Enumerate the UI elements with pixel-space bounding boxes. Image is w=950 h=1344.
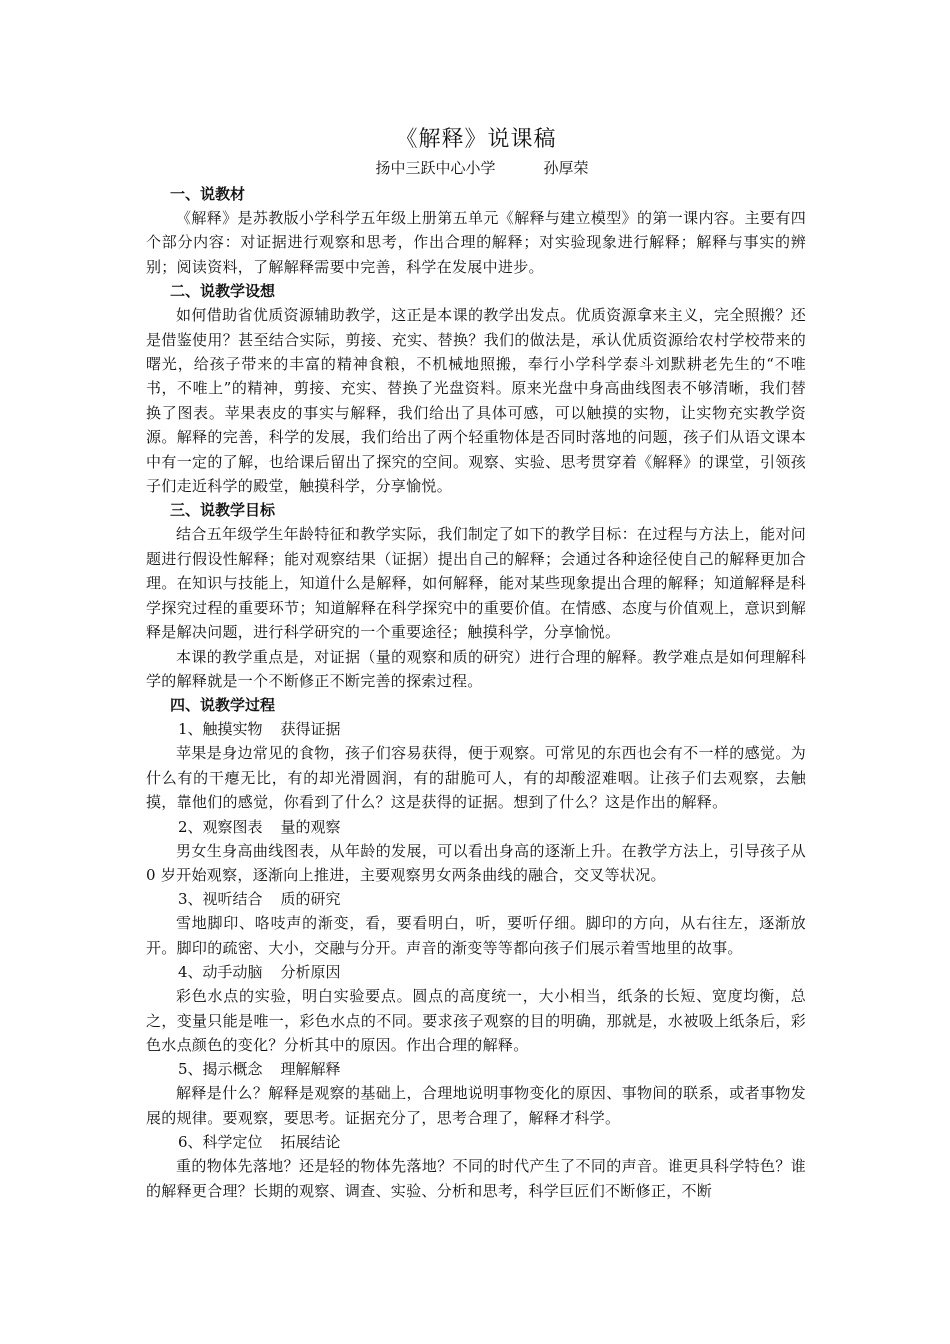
- section-2-paragraph: 如何借助省优质资源辅助教学，这正是本课的教学出发点。优质资源拿来主义，完全照搬？还是借鉴使用？甚至结合实际，剪接、充实、替换？我们的做法是，承认优质资源给农村学校带来的曙光，给孩子带来的丰富的精神食粮，不机械地照搬，奉行小学科学泰斗刘默耕老先生的“不唯书，不唯上”的精神，剪接、充实、替换了光盘资料。原来光盘中身高曲线图表不够清晰，我们替换了图表。苹果表皮的事实与解释，我们给出了具体可感，可以触摸的实物，让实物充实教学资源。解释的完善，科学的发展，我们给出了两个轻重物体是否同时落地的问题，孩子们从语文课本中有一定的了解，也给课后留出了探究的空间。观察、实验、思考贯穿着《解释》的课堂，引领孩子们走近科学的殿堂，触摸科学，分享愉悦。: [146, 306, 806, 496]
- step-5-number: 5、揭示概念: [178, 1060, 263, 1079]
- section-heading-1: 一、说教材: [170, 185, 246, 203]
- section-1-paragraph: 《解释》是苏教版小学科学五年级上册第五单元《解释与建立模型》的第一课内容。主要有四个部分内容：对证据进行观察和思考，作出合理的解释；对实验现象进行解释；解释与事实的辨别；阅读资料，了解解释需要中完善，科学在发展中进步。: [146, 209, 806, 276]
- step-1-title: 获得证据: [280, 720, 341, 739]
- step-2-paragraph: 男女生身高曲线图表，从年龄的发展，可以看出身高的逐渐上升。在教学方法上，引导孩子从 0 岁开始观察，逐渐向上推进，主要观察男女两条曲线的融合，交叉等状况。: [146, 841, 806, 884]
- step-4-number: 4、动手动脑: [178, 963, 263, 982]
- step-2-heading: [146, 815, 806, 839]
- section-3-paragraph-2: 本课的教学重点是，对证据（量的观察和质的研究）进行合理的解释。教学难点是如何理解科学的解释就是一个不断修正不断完善的探索过程。: [146, 647, 806, 690]
- document-body: [146, 126, 806, 1203]
- step-5-title: 理解解释: [280, 1060, 341, 1079]
- step-6-title: 拓展结论: [280, 1133, 341, 1152]
- section-3-paragraph-1: 结合五年级学生年龄特征和教学实际，我们制定了如下的教学目标：在过程与方法上，能对问题进行假设性解释；能对观察结果（证据）提出自己的解释；会通过各种途径使自己的解释更加合理。在知识与技能上，知道什么是解释，如何解释，能对某些现象提出合理的解释；知道解释是科学探究过程的重要环节；知道解释在科学探究中的重要价值。在情感、态度与价值观上，意识到解释是解决问题，进行科学研究的一个重要途径；触摸科学，分享愉悦。: [146, 525, 806, 642]
- step-6-heading: [146, 1130, 806, 1154]
- section-heading-3: 三、说教学目标: [170, 501, 276, 520]
- step-6-paragraph: 重的物体先落地？还是轻的物体先落地？不同的时代产生了不同的声音。谁更具科学特色？谁的解释更合理？长期的观察、调查、实验、分析和思考，科学巨匠们不断修正，不断: [146, 1157, 806, 1200]
- step-4-heading: [146, 960, 806, 984]
- section-heading-4: 四、说教学过程: [170, 696, 276, 715]
- step-3-number: 3、视听结合: [178, 890, 263, 909]
- step-6-number: 6、科学定位: [178, 1133, 263, 1152]
- document-title: 《解释》说课稿: [395, 127, 557, 152]
- step-4-title: 分析原因: [280, 963, 341, 982]
- author-name: 孙厚荣: [543, 159, 589, 177]
- step-2-title: 量的观察: [280, 817, 341, 836]
- step-5-paragraph: 解释是什么？解释是观察的基础上，合理地说明事物变化的原因、事物间的联系，或者事物发展的规律。要观察，要思考。证据充分了，思考合理了，解释才科学。: [146, 1084, 806, 1127]
- step-1-paragraph: 苹果是身边常见的食物，孩子们容易获得，便于观察。可常见的东西也会有不一样的感觉。为什么有的干瘪无比，有的却光滑圆润，有的甜脆可人，有的却酸涩难咽。让孩子们去观察，去触摸，靠他们的感觉，你看到了什么？这是获得的证据。想到了什么？这是作出的解释。: [146, 744, 806, 812]
- step-1-number: 1、触摸实物: [178, 720, 263, 739]
- step-4-paragraph: 彩色水点的实验，明白实验要点。圆点的高度统一，大小相当，纸条的长短、宽度均衡，总之，变量只能是唯一，彩色水点的不同。要求孩子观察的目的明确，那就是，水被吸上纸条后，彩色水点颜色的变化？分析其中的原因。作出合理的解释。: [146, 987, 806, 1054]
- step-1-heading: [146, 717, 806, 741]
- step-5-heading: [146, 1057, 806, 1081]
- school-name: 扬中三跃中心小学: [375, 159, 496, 177]
- step-3-title: 质的研究: [280, 890, 341, 909]
- step-3-heading: [146, 887, 806, 911]
- author-line: [146, 156, 806, 180]
- section-heading-2: 二、说教学设想: [170, 282, 276, 301]
- step-2-number: 2、观察图表: [178, 817, 263, 836]
- step-3-paragraph: 雪地脚印、咯吱声的渐变，看，要看明白，听，要听仔细。脚印的方向，从右往左，逐渐放开。脚印的疏密、大小，交融与分开。声音的渐变等等都向孩子们展示着雪地里的故事。: [146, 914, 806, 957]
